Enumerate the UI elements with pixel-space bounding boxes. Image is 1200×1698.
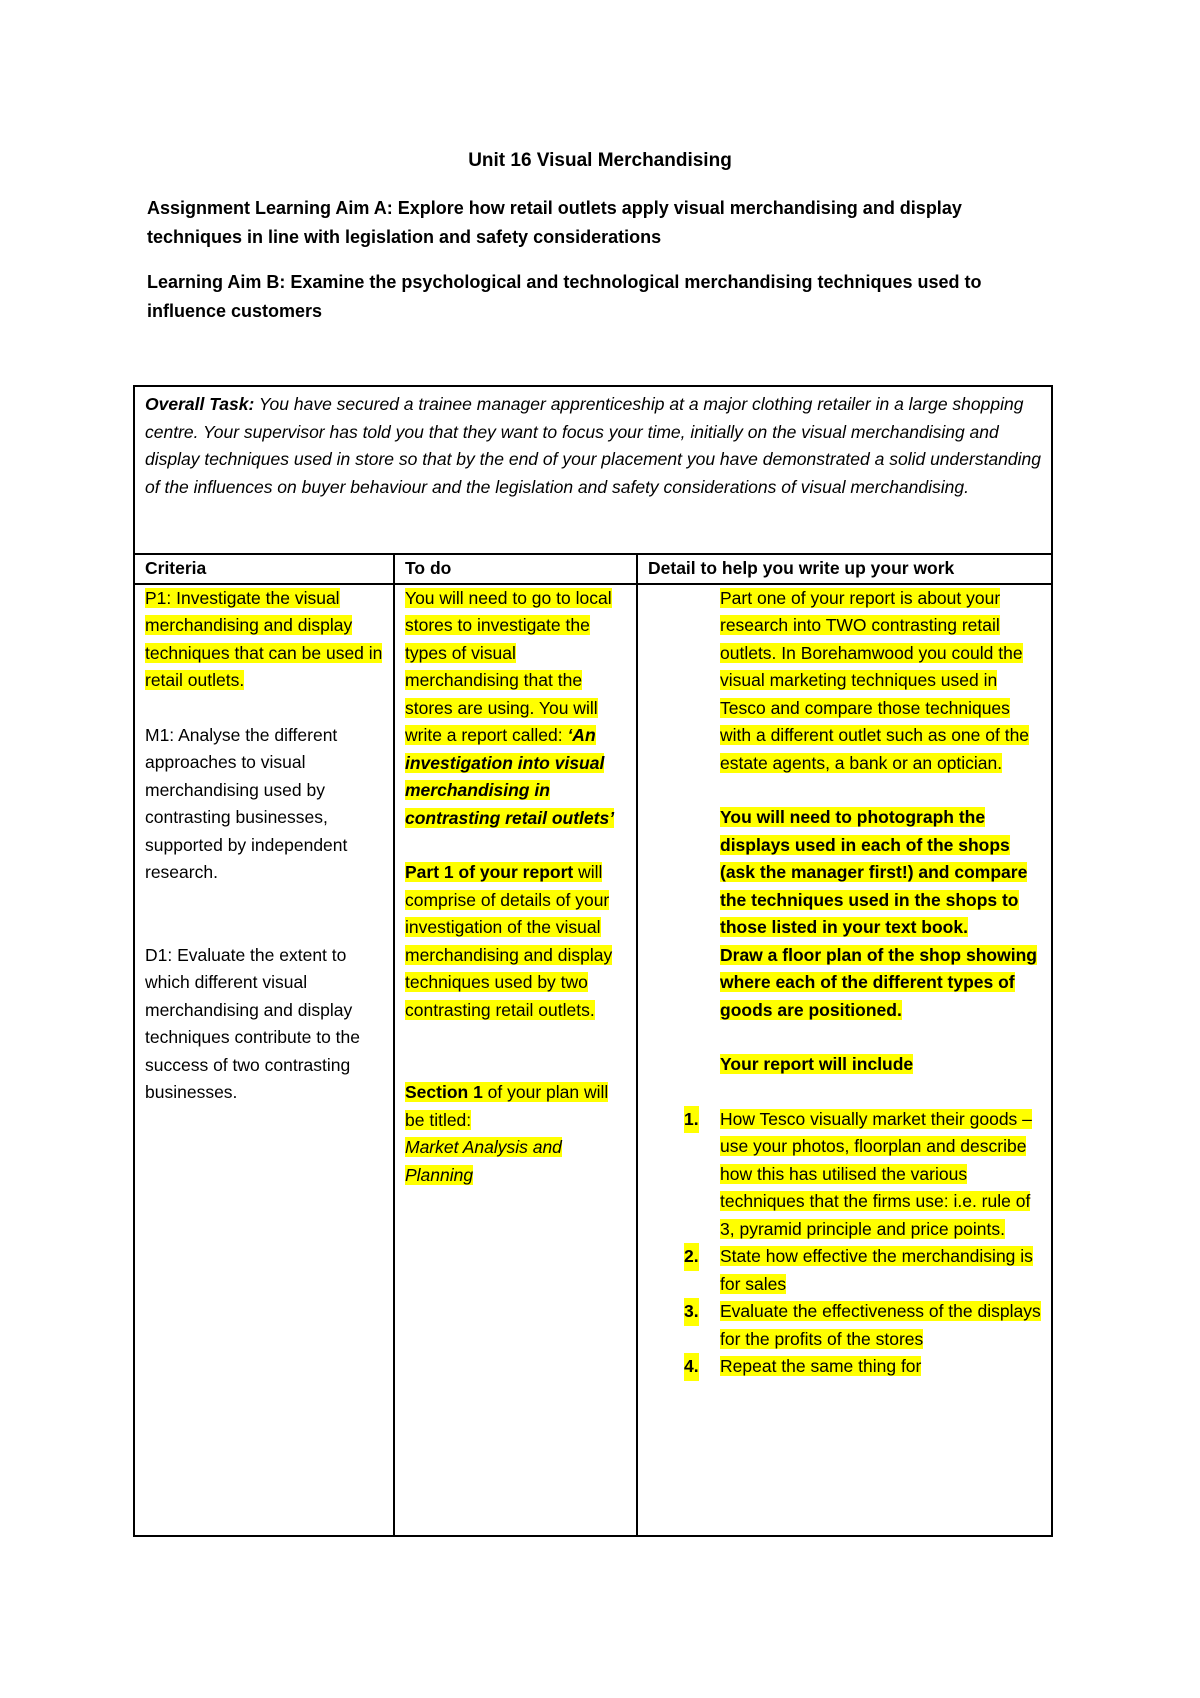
todo-intro: You will need to go to local stores to investigate the types of visual merchandising that the stores are using. You will write a report called: [405,587,612,745]
section1-title: Market Analysis and Planning [405,1137,562,1185]
overall-task-cell [134,386,1052,554]
step-number: 1. [684,1106,699,1134]
detail-para-2: You will need to photograph the displays used in each of the shops (ask the manager first!) and compare the techniques used in the shops to those listed in your text book. [720,807,1028,937]
part1-text: will comprise of details of your investigation of the visual merchandising and display techniques used by two contrasting retail outlets. [405,862,613,1020]
step-number: 2. [684,1243,699,1271]
criterion-d1: D1: Evaluate the extent to which different visual merchandising and display techniques contribute to the success of two contrasting businesses. [145,944,361,1102]
overall-task-text: You have secured a trainee manager apprenticeship at a major clothing retailer in a large shopping centre. Your supervisor has told you that they want to focus your time, initially on the visual merchandising and display techniques used in store so that by the end of your placement you have demonstrated a solid understanding of the influences on buyer behaviour and the legislation and safety considerations of visual merchandising. [145,394,1041,497]
step-number: 3. [684,1298,699,1326]
todo-header: To do [394,554,637,584]
todo-cell [394,584,637,1536]
criterion-m1: M1: Analyse the different approaches to visual merchandising used by contrasting businesses, supported by independent research. [145,724,348,882]
criteria-cell [134,584,394,1536]
report-steps-list [648,1106,1041,1381]
criterion-p1: P1: Investigate the visual merchandising and display techniques that can be used in retail outlets. [145,587,383,690]
section1-text: of your plan will be titled: [405,1082,609,1130]
detail-header: Detail to help you write up your work [637,554,1052,584]
step-text: Repeat the same thing for [720,1356,922,1376]
overall-task-label: Overall Task: [145,394,255,414]
part1-label: Part 1 of your report [405,862,574,882]
step-number: 4. [684,1353,699,1381]
list-item [648,1353,1041,1381]
report-title: ‘An investigation into visual merchandising in contrasting retail outlets’ [405,725,615,828]
detail-para-3: Draw a floor plan of the shop showing where each of the different types of goods are positioned. [720,944,1037,1020]
step-text: Evaluate the effectiveness of the displays for the profits of the stores [720,1301,1041,1349]
list-item [648,1106,1041,1244]
detail-para-1: Part one of your report is about your research into TWO contrasting retail outlets. In Borehamwood you could the visual marketing techniques used in Tesco and compare those techniques with a different outlet such as one of the estate agents, a bank or an optician. [720,587,1030,773]
detail-cell [637,584,1052,1536]
step-text: State how effective the merchandising is for sales [720,1246,1033,1294]
step-text: How Tesco visually market their goods – use your photos, floorplan and describe how this has utilised the various techniques that the firms use: i.e. rule of 3, pyramid principle and price points. [720,1108,1032,1239]
page-title: Unit 16 Visual Merchandising [468,150,732,171]
learning-aim-b: Learning Aim B: Examine the psychological and technological merchandising techniques used to influence customers [147,272,982,321]
list-item [648,1298,1041,1353]
section1-label: Section 1 [405,1082,483,1102]
learning-aim-a: Assignment Learning Aim A: Explore how retail outlets apply visual merchandising and display techniques in line with legislation and safety considerations [147,198,962,247]
list-item [648,1243,1041,1298]
report-include-heading: Your report will include [720,1054,914,1074]
assignment-table [133,385,1053,1537]
criteria-header: Criteria [134,554,394,584]
